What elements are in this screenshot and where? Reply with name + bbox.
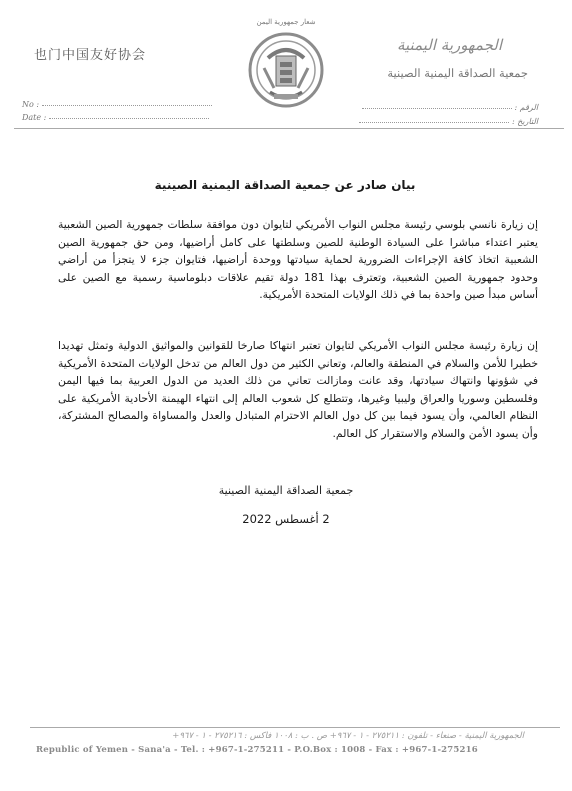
statement-title: بيان صادر عن جمعية الصداقة اليمنية الصينية <box>154 178 416 192</box>
emblem-caption: شعار جمهورية اليمن <box>256 18 316 26</box>
signature: جمعية الصداقة اليمنية الصينية <box>218 484 354 497</box>
arabic-reference-number-field <box>362 103 538 112</box>
arabic-republic-name: الجمهورية اليمنية <box>396 36 502 54</box>
reference-number-field <box>22 100 212 109</box>
yemen-emblem-icon <box>246 28 326 110</box>
header-divider <box>14 128 564 129</box>
arabic-date-field <box>359 117 538 126</box>
statement-date: 2 أغسطس 2022 <box>242 512 330 526</box>
reference-number-label: No : <box>22 100 40 109</box>
date-label: Date : <box>22 113 47 122</box>
footer-divider <box>30 727 560 728</box>
paragraph-2: إن زيارة رئيسة مجلس النواب الأمريكي لتايوان تعتبر انتهاكا صارخا للقوانين والمواثيق الدولية وتمثل تهديدا خطيرا للأمن والسلام في المنطقة والعالم، وتعاني الكثير من دول العالم من تدخل الولايات المتحدة الأمريكية في شؤونها وانتهاك سيادتها، وقد عانت ومازالت تعاني من ذلك العديد من الدول العربية بما فيها اليمن وفلسطين وسوريا والعراق وليبيا وغيرها، وتتطلع كل شعوب العالم إلى انتهاء الهيمنة الأحادية الأمريكية على النظام العالمي، وأن يسود فيما بين كل دول العالم الاحترام المتبادل والعدل والمساواة والمصالح المشتركة، وأن يسود الأمن والسلام والاستقرار كل العالم. <box>58 339 538 440</box>
paragraph-1: إن زيارة نانسي بلوسي رئيسة مجلس النواب الأمريكي لتايوان دون موافقة سلطات جمهورية الصين الشعبية يعتبر اعتداء مباشرا على السيادة الوطنية للصين وسلطتها على كامل أراضيها، ومن حق جمهورية الصين الشعبية اتخاذ كافة الإجراءات الضرورية لحماية سيادتها ووحدة أراضيها، فتايوان جزء لا يتجزأ من أراضي وحدود جمهورية الصين الشعبية، وتعترف بهذا 181 دولة تقيم علاقات دبلوماسية رسمية مع الصين على أساس مبدأ صين واحدة بما في ذلك الولايات المتحدة الأمريكية. <box>58 218 538 302</box>
arabic-society-name: جمعية الصداقة اليمنية الصينية <box>387 66 528 80</box>
footer-english-contact: Republic of Yemen - Sana'a - Tel. : +967-1-275211 - P.O.Box : 1008 - Fax : +967-1-275216 <box>36 745 478 755</box>
arabic-reference-number-label: الرقم : <box>514 103 538 112</box>
chinese-society-name: 也门中国友好协会 <box>34 48 147 63</box>
arabic-date-label: التاريخ : <box>511 117 538 126</box>
date-field <box>22 113 209 122</box>
footer-arabic-contact: الجمهورية اليمنية - صنعاء - تلفون : ٢٧٥٢١١ - ١ - ٩٦٧+ ص . ب : ١٠٠٨ فاكس : ٢٧٥٢١٦ - ١ - ٩٦٧+ <box>172 731 524 741</box>
